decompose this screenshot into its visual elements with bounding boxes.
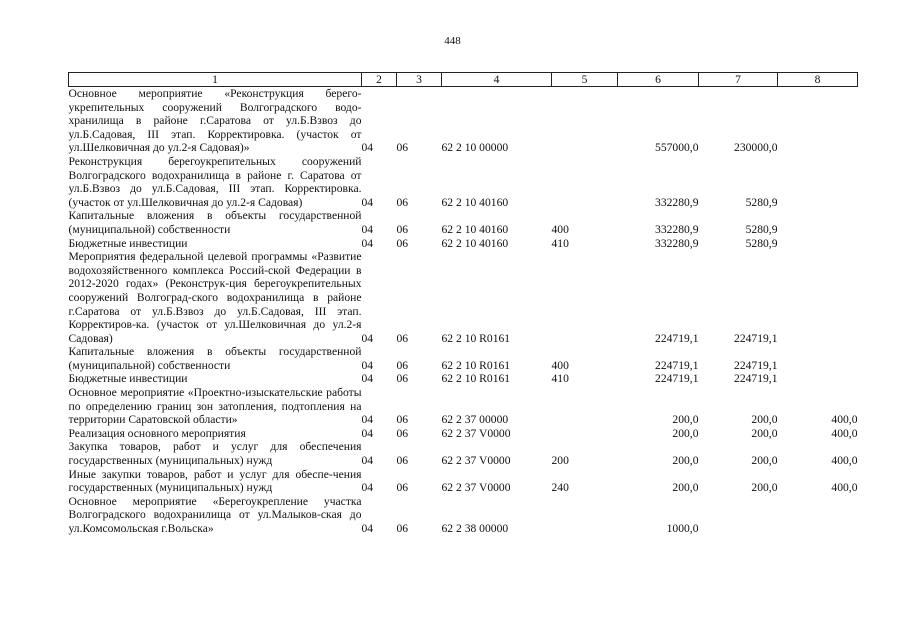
row-subsection: 06 [396, 141, 409, 155]
col-header-amount-2: 7 [699, 73, 778, 87]
row-name: Капитальные вложения в объекты государственной (муниципальной) собственности [68, 345, 362, 372]
col-header-section: 2 [362, 73, 397, 87]
row-amount-1: 332280,9 [655, 236, 699, 250]
table-row [69, 155, 858, 209]
row-target-article: 62 2 10 40160 [441, 236, 509, 250]
row-expense-type [552, 250, 618, 345]
row-target-article: 62 2 38 00000 [441, 522, 509, 535]
row-target-article: 62 2 10 R0161 [441, 372, 511, 386]
row-subsection: 06 [396, 222, 409, 236]
row-subsection: 06 [396, 454, 409, 468]
row-amount-3: 400,0 [831, 413, 858, 427]
row-target-article: 62 2 37 00000 [441, 413, 509, 427]
row-amount-3 [778, 250, 858, 345]
row-name: Основное мероприятие «Проектно-изыскательские работы по определению границ зон затопления, подтопления на территории Саратовской области» [68, 386, 362, 427]
row-amount-2: 200,0 [751, 454, 778, 468]
col-header-name: 1 [69, 73, 362, 87]
row-amount-2: 224719,1 [734, 331, 778, 345]
row-amount-1: 200,0 [672, 481, 699, 495]
table-row [69, 250, 858, 345]
row-subsection: 06 [396, 426, 409, 440]
row-expense-type [552, 155, 618, 209]
row-amount-2: 224719,1 [734, 358, 778, 372]
row-expense-type: 240 [551, 481, 569, 495]
row-amount-3 [778, 155, 858, 209]
row-amount-1: 557000,0 [655, 141, 699, 155]
row-amount-1: 224719,1 [655, 331, 699, 345]
row-expense-type [552, 87, 618, 155]
row-expense-type [552, 386, 618, 427]
row-section: 04 [361, 141, 374, 155]
row-expense-type [552, 427, 618, 441]
row-name: Реализация основного мероприятия [68, 426, 246, 440]
row-amount-2: 200,0 [751, 481, 778, 495]
row-name: Основное мероприятие «Реконструкция берего-укрепительных сооружений Волгоградского водо-хранилища в районе г.Саратова от ул.Б.Взвоз до ул.Б.Садовая, III этап. Корректировка. (участок от ул.Шелковичная до ул.2-я Садовая)» [68, 87, 362, 155]
page-number: 448 [444, 35, 461, 47]
row-target-article: 62 2 10 R0161 [441, 331, 511, 345]
row-expense-type [552, 495, 618, 536]
row-amount-1: 332280,9 [655, 195, 699, 209]
row-amount-1: 1000,0 [666, 522, 699, 535]
row-section: 04 [361, 454, 374, 468]
row-section: 04 [361, 481, 374, 495]
row-target-article: 62 2 10 40160 [441, 195, 509, 209]
row-expense-type: 200 [551, 454, 569, 468]
row-subsection: 06 [396, 481, 409, 495]
row-name: Капитальные вложения в объекты государственной (муниципальной) собственности [68, 209, 362, 236]
row-name: Бюджетные инвестиции [68, 236, 188, 250]
row-section: 04 [361, 372, 374, 386]
row-amount-2: 224719,1 [734, 372, 778, 386]
row-amount-1: 200,0 [672, 426, 699, 440]
col-header-amount-1: 6 [618, 73, 699, 87]
row-expense-type: 410 [551, 236, 569, 250]
row-subsection: 06 [396, 372, 409, 386]
row-section: 04 [361, 236, 374, 250]
row-amount-2: 200,0 [751, 413, 778, 427]
row-subsection: 06 [396, 236, 409, 250]
table-row [69, 495, 858, 536]
row-amount-3 [778, 87, 858, 155]
row-section: 04 [361, 331, 374, 345]
row-amount-1: 224719,1 [655, 358, 699, 372]
row-name: Мероприятия федеральной целевой программы «Развитие водохозяйственного комплекса Россий-ской Федерации в 2012-2020 годах» (Реконструк-ция берегоукрепительных сооружений Волгоград-ского водохранилища в районе г.Саратова от ул.Б.Взвоз до ул.Б.Садовая, III этап. Корректиров-ка. (участок от ул.Шелковичная до ул.2-я Садовая) [68, 250, 362, 345]
row-subsection: 06 [396, 522, 409, 535]
row-section: 04 [361, 222, 374, 236]
row-amount-3: 400,0 [831, 454, 858, 468]
row-section: 04 [361, 195, 374, 209]
table-row [69, 372, 858, 386]
row-subsection: 06 [396, 358, 409, 372]
col-header-target-article: 4 [442, 73, 552, 87]
table-row [69, 237, 858, 251]
row-section: 04 [361, 358, 374, 372]
header-row [69, 73, 858, 87]
table-row [69, 345, 858, 372]
row-amount-3 [778, 495, 858, 536]
row-target-article: 62 2 10 00000 [441, 141, 509, 155]
row-subsection: 06 [396, 331, 409, 345]
row-amount-2 [699, 495, 778, 536]
row-amount-3 [778, 237, 858, 251]
row-amount-2: 5280,9 [745, 222, 778, 236]
row-amount-2: 5280,9 [745, 236, 778, 250]
row-amount-2: 5280,9 [745, 195, 778, 209]
row-amount-1: 200,0 [672, 454, 699, 468]
row-target-article: 62 2 37 V0000 [441, 481, 511, 495]
row-target-article: 62 2 10 R0161 [441, 358, 511, 372]
row-expense-type: 400 [551, 222, 569, 236]
row-amount-3: 400,0 [831, 481, 858, 495]
row-name: Бюджетные инвестиции [68, 372, 188, 386]
row-name: Закупка товаров, работ и услуг для обеспечения государственных (муниципальных) нужд [68, 440, 362, 468]
table-row [69, 440, 858, 467]
col-header-expense-type: 5 [552, 73, 618, 87]
row-target-article: 62 2 37 V0000 [441, 454, 511, 468]
table-row [69, 427, 858, 441]
row-subsection: 06 [396, 195, 409, 209]
col-header-amount-3: 8 [778, 73, 858, 87]
row-section: 04 [361, 522, 374, 535]
row-amount-2: 230000,0 [734, 141, 778, 155]
row-amount-3: 400,0 [831, 426, 858, 440]
row-target-article: 62 2 37 V0000 [441, 426, 511, 440]
row-name: Основное мероприятие «Берегоукрепление участка Волгоградского водохранилища от ул.Малыков-ская до ул.Комсомольская г.Вольска» [68, 494, 362, 535]
row-subsection: 06 [396, 413, 409, 427]
row-amount-3 [778, 345, 858, 372]
row-amount-1: 332280,9 [655, 222, 699, 236]
row-amount-2: 200,0 [751, 426, 778, 440]
table-row [69, 468, 858, 495]
budget-table [68, 72, 858, 536]
row-amount-1: 200,0 [672, 413, 699, 427]
row-name: Иные закупки товаров, работ и услуг для обеспе-чения государственных (муниципальных) нужд [68, 467, 362, 495]
row-expense-type: 400 [551, 358, 569, 372]
row-amount-3 [778, 372, 858, 386]
row-expense-type: 410 [551, 372, 569, 386]
row-target-article: 62 2 10 40160 [441, 222, 509, 236]
table-row [69, 386, 858, 427]
table-row [69, 87, 858, 155]
row-amount-1: 224719,1 [655, 372, 699, 386]
row-name: Реконструкция берегоукрепительных сооружений Волгоградского водохранилища в районе г. Саратова от ул.Б.Взвоз до ул.Б.Садовая, III этап. Корректировка. (участок от ул.Шелковичная до ул.2-я Садовая) [68, 154, 362, 209]
row-section: 04 [361, 413, 374, 427]
row-section: 04 [361, 426, 374, 440]
row-amount-3 [778, 209, 858, 236]
table-row [69, 209, 858, 236]
col-header-subsection: 3 [397, 73, 442, 87]
